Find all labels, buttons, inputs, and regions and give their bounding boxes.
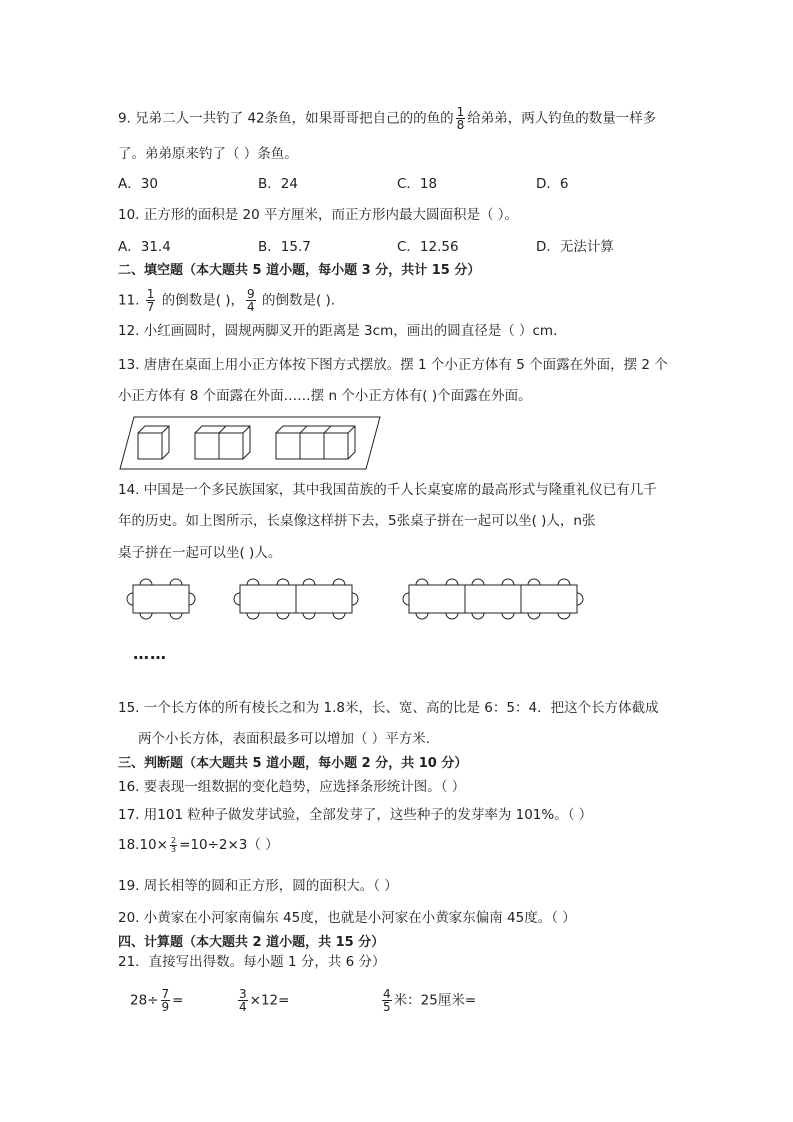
q21-e1-b: = [172,992,184,1009]
q9-fraction [456,106,466,131]
q11-line [118,288,335,313]
q18-den: 3 [170,844,177,854]
q21-expr-1 [130,988,183,1013]
q9-option-c: C．18 [397,176,438,192]
q11-f2-num: 9 [247,287,255,301]
q9-frac-den: 8 [456,118,465,132]
section-judgment-title: 三、判断题（本大题共 5 道小题，每小题 2 分，共 10 分） [118,756,468,771]
q21-expr-2 [236,988,289,1013]
q17-text: 17. 用101 粒种子做发芽试验，全部发芽了，这些种子的发芽率为 101%。（ ） [118,807,593,823]
q13-line1: 13. 唐唐在桌面上用小正方体按下图方式摆放。摆 1 个小正方体有 5 个面露在外面，摆 2 个 [118,357,668,373]
q13-line2: 小正方体有 8 个面露在外面……摆 n 个小正方体有( )个面露在外面。 [118,388,532,404]
q11-end: 的倒数是( ). [261,292,336,309]
q15-line1: 15. 一个长方体的所有棱长之和为 1.8米，长、宽、高的比是 6：5：4．把这个长方体截成 [118,700,659,716]
q18-line [118,835,279,855]
q10-text: 10. 正方形的面积是 20 平方厘米，而正方形内最大圆面积是（ ）。 [118,207,519,223]
q14-line1: 14. 中国是一个多民族国家，其中我国苗族的千人长桌宴席的最高形式与隆重礼仪已有几千 [118,482,657,498]
section-fill-in-title: 二、填空题（本大题共 5 道小题，每小题 3 分，共计 15 分） [118,263,481,278]
q21-expr-3 [380,988,476,1013]
q18-fraction [170,837,177,854]
q11-f1-num: 1 [146,287,155,301]
q15-line2: 两个小长方体，表面积最多可以增加（ ）平方米. [138,731,431,747]
q18-text-a: 18.10× [118,837,168,853]
q21-e1-den: 9 [161,1000,170,1014]
q9-line2: 了。弟弟原来钓了（ ）条鱼。 [118,146,298,162]
q10-option-b: B．15.7 [258,239,311,255]
q21-e2-num: 3 [239,987,247,1001]
q14-ellipsis: …… [133,644,167,663]
q14-line2: 年的历史。如上图所示，长桌像这样拼下去，5张桌子拼在一起可以坐( )人，n张 [118,513,596,529]
q11-label: 11. [118,292,140,309]
q9-option-a: A．30 [118,176,158,192]
q11-f1-den: 7 [146,300,155,314]
q21-e1-fraction [161,988,171,1013]
cubes-figure [118,415,383,472]
q20-text: 20. 小黄家在小河家南偏东 45度，也就是小河家在小黄家东偏南 45度。（ ） [118,910,576,926]
q21-e2-fraction [238,988,248,1013]
tables-figure [118,570,593,630]
q21-e3-fraction [382,988,392,1013]
q11-fraction-2 [246,288,256,313]
q18-num: 2 [170,835,177,845]
q21-e2-b: ×12= [249,992,290,1009]
q9-text-a: 9. 兄弟二人一共钓了 42条鱼，如果哥哥把自己的的鱼的 [118,110,454,127]
q18-text-b: =10÷2×3（ ） [179,837,279,853]
q19-text: 19. 周长相等的圆和正方形，圆的面积大。（ ） [118,878,398,894]
q21-e3-num: 4 [383,987,391,1001]
q10-option-a: A．31.4 [118,239,171,255]
q9-option-b: B．24 [258,176,298,192]
q10-option-c: C．12.56 [397,239,459,255]
q21-e3-b: 米：25厘米= [393,992,477,1009]
q9-text-b: 给弟弟，两人钓鱼的数量一样多 [467,110,657,127]
q9-frac-num: 1 [456,105,465,119]
q21-e1-num: 7 [161,987,170,1001]
q11-mid: 的倒数是( )， [161,292,245,309]
q9-line1 [118,106,656,131]
q21-e1-a: 28÷ [130,992,159,1009]
q21-e3-den: 5 [383,1000,391,1014]
q21-e2-den: 4 [239,1000,247,1014]
q21-title: 21．直接写出得数。每小题 1 分，共 6 分） [118,954,386,970]
q12-text: 12. 小红画圆时，圆规两脚叉开的距离是 3cm，画出的圆直径是（ ）cm. [118,323,558,339]
q9-option-d: D．6 [536,176,569,192]
q11-fraction-1 [146,288,156,313]
section-calc-title: 四、计算题（本大题共 2 道小题，共 15 分） [118,935,385,950]
q10-option-d: D．无法计算 [536,239,614,255]
q11-f2-den: 4 [247,300,255,314]
q16-text: 16. 要表现一组数据的变化趋势，应选择条形统计图。（ ） [118,779,466,795]
q14-line3: 桌子拼在一起可以坐( )人。 [118,545,282,561]
